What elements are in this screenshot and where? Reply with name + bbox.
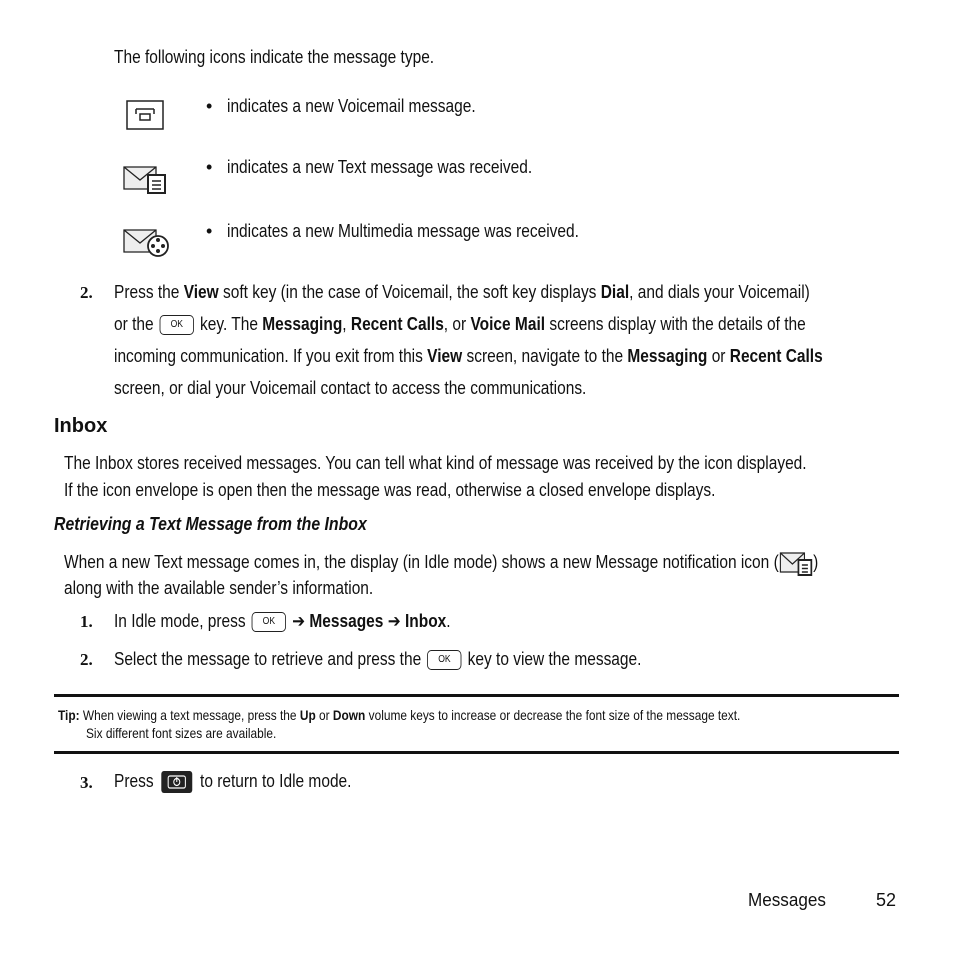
ok-key-icon: OK <box>252 612 286 632</box>
step2-line2: or the OK key. The Messaging, Recent Calls, or Voice Mail screens display with the details of the <box>114 314 806 334</box>
bullet-text-message: • indicates a new Text message was received. <box>206 157 533 177</box>
tip-bottom-rule <box>54 751 899 754</box>
inbox-heading: Inbox <box>54 415 108 437</box>
step1-text: In Idle mode, press OK ➔ Messages ➔ Inbox. <box>114 611 451 631</box>
step2-line4: screen, or dial your Voicemail contact to access the communications. <box>114 378 587 398</box>
bullet-multimedia-message: • indicates a new Multimedia message was received. <box>206 221 580 241</box>
retrieving-heading: Retrieving a Text Message from the Inbox <box>54 514 367 534</box>
page-number: 52 <box>876 890 897 910</box>
step-number: 3. <box>80 773 93 792</box>
footer-section: Messages <box>748 890 826 910</box>
tip-top-rule <box>54 694 899 697</box>
bullet-voicemail: • indicates a new Voicemail message. <box>206 96 476 116</box>
ok-key-icon: OK <box>427 650 461 670</box>
step2-line3: incoming communication. If you exit from this View screen, navigate to the Messaging or Recent Calls <box>114 346 823 366</box>
ok-key-icon: OK <box>160 315 194 335</box>
multimedia-message-icon <box>122 226 170 258</box>
end-key-icon <box>161 771 192 793</box>
retrieving-paragraph-line2: along with the available sender’s information. <box>64 578 374 598</box>
step-number: 1. <box>80 612 93 631</box>
inbox-paragraph-line1: The Inbox stores received messages. You can tell what kind of message was received by the icon displayed. <box>64 453 807 473</box>
step-number: 2. <box>80 650 93 669</box>
step3-text: Press to return to Idle mode. <box>114 770 390 793</box>
message-notification-icon <box>779 550 813 576</box>
step2-line1: Press the View soft key (in the case of Voicemail, the soft key displays Dial, and dials your Voicemail) <box>114 282 810 302</box>
step-number: 2. <box>80 283 93 302</box>
voicemail-icon <box>126 100 164 130</box>
retrieving-paragraph-line1: When a new Text message comes in, the display (in Idle mode) shows a new Message notification icon ( ) <box>64 550 941 576</box>
step2b-text: Select the message to retrieve and press the OK key to view the message. <box>114 649 642 669</box>
intro-text: The following icons indicate the message type. <box>114 47 435 67</box>
tip-line2: Six different font sizes are available. <box>86 725 277 741</box>
inbox-paragraph-line2: If the icon envelope is open then the message was read, otherwise a closed envelope displays. <box>64 480 716 500</box>
text-message-icon <box>122 163 168 195</box>
tip-line1: Tip: When viewing a text message, press the Up or Down volume keys to increase or decrease the font size of the message text. <box>58 707 741 723</box>
